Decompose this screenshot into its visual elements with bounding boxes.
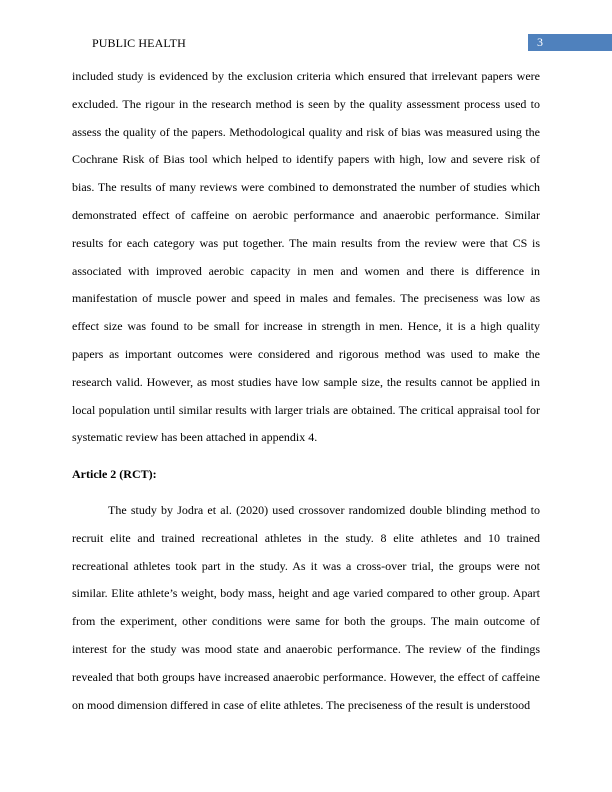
- body-paragraph: The study by Jodra et al. (2020) used crossover randomized double blinding method to recruit elite and trained recreational athletes in the study. 8 elite athletes and 10 trained recreational athletes took part in the study. As it was a cross-over trial, the groups were not similar. Elite athlete’s weight, body mass, height and age varied compared to other group. Apart from the experiment, other conditions were same for both the groups. The main outcome of interest for the study was mood state and anaerobic performance. The review of the findings revealed that both groups have increased anaerobic performance. However, the effect of caffeine on mood dimension differed in case of elite athletes. The preciseness of the result is understood: [72, 502, 540, 712]
- section-heading: Article 2 (RCT):: [72, 467, 157, 482]
- page-number: 3: [528, 34, 612, 51]
- body-paragraph: included study is evidenced by the exclusion criteria which ensured that irrelevant papers were excluded. The rigour in the research method is seen by the quality assessment process used to assess the quality of the papers. Methodological quality and risk of bias was measured using the Cochrane Risk of Bias tool which helped to identify papers with high, low and severe risk of bias. The results of many reviews were combined to demonstrated the number of studies which demonstrated effect of caffeine on aerobic performance and anaerobic performance. Similar results for each category was put together. The main results from the review were that CS is associated with improved aerobic capacity in men and women and there is difference in manifestation of muscle power and speed in males and females. The preciseness was low as effect size was found to be small for increase in strength in men. Hence, it is a high quality papers as important outcomes were considered and rigorous method was used to make the research valid. However, as most studies have low sample size, the results cannot be applied in local population until similar results with larger trials are obtained. The critical appraisal tool for systematic review has been attached in appendix 4.: [72, 69, 540, 445]
- running-head: PUBLIC HEALTH: [92, 36, 186, 50]
- document-body: [72, 63, 540, 719]
